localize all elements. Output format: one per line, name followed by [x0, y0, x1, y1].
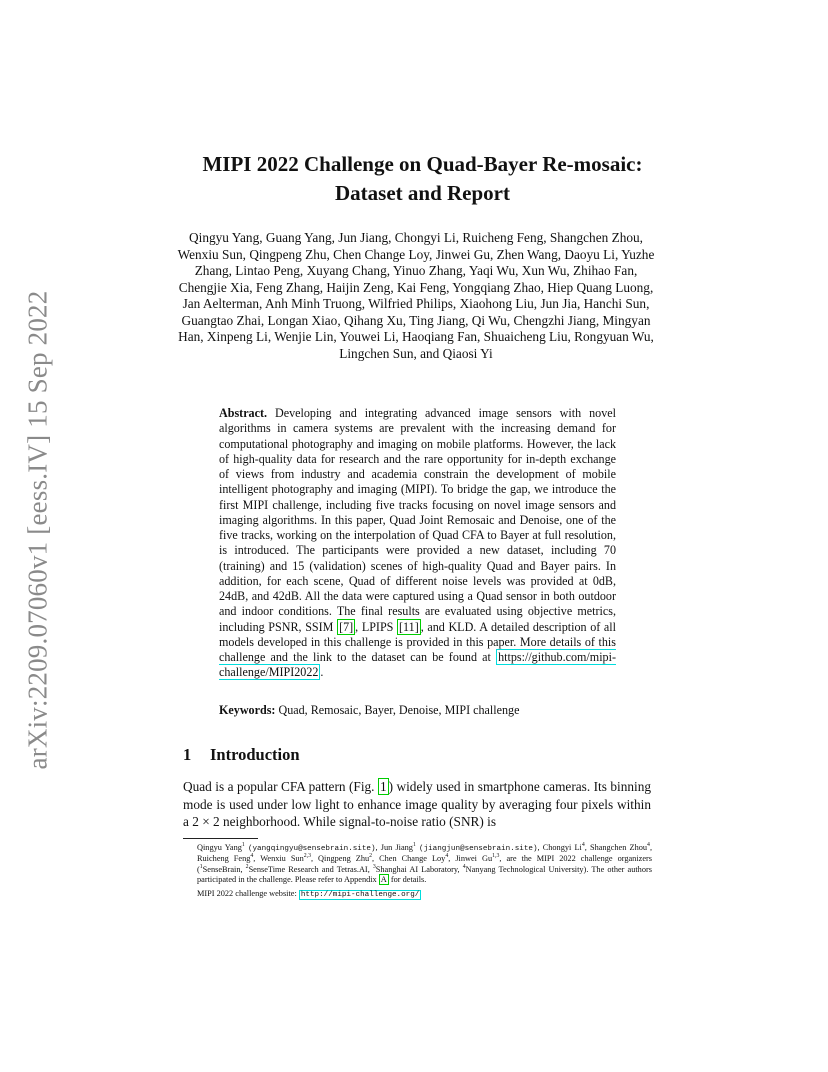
section-heading: [183, 745, 300, 765]
title-line-2: Dataset and Report: [335, 181, 510, 205]
author-list: Qingyu Yang, Guang Yang, Jun Jiang, Chongyi Li, Ruicheng Feng, Shangchen Zhou, Wenxiu Sun, Qingpeng Zhu, Chen Change Loy, Jinwei Gu, Zhen Wang, Daoyu Li, Yuzhe Zhang, Lintao Peng, Xuyang Chang, Yinuo Zhang, Yaqi Wu, Xun Wu, Zhihao Fan, Chengjie Xia, Feng Zhang, Haijin Zeng, Kai Feng, Yongqiang Zhao, Hiep Quang Luong, Jan Aelterman, Anh Minh Truong, Wilfried Philips, Xiaohong Liu, Jun Jia, Hanchi Sun, Guangtao Zhai, Longan Xiao, Qihang Xu, Ting Jiang, Qi Wu, Chengzhi Jiang, Mingyan Han, Xinpeng Li, Wenjie Lin, Youwei Li, Haoqiang Fan, Shuaicheng Liu, Rongyuan Wu, Lingchen Sun, and Qiaosi Yi: [177, 230, 655, 361]
abstract-text-c: , and KLD. A detailed description of all models developed in this challenge is provided in this paper. More details of this challenge and the link to the dataset can be found at: [219, 619, 616, 664]
intro-text-b: ) widely used in smartphone cameras. Its binning mode is used under low light to enhance image quality by averaging four pixels within a 2 × 2 neighborhood. While signal-to-noise ratio (SNR) is: [183, 779, 651, 829]
footnote: [197, 843, 652, 885]
fn-text: , Chen Change Loy: [372, 854, 446, 864]
fn-text: , Qingpeng Zhu: [310, 854, 370, 864]
fn-sup: 1: [241, 842, 245, 849]
fn-sup: 1: [199, 863, 203, 870]
fn-text: SenseBrain,: [202, 864, 246, 874]
fn-sup: 4: [445, 853, 449, 860]
fn-sup: 1: [412, 842, 416, 849]
fn-text: , Jinwei Gu: [448, 854, 493, 864]
paper-title: [160, 150, 685, 208]
abstract: [219, 406, 616, 681]
fn-text: , are the MIPI 2022 challenge organizers (: [197, 854, 652, 874]
website-label: MIPI 2022 challenge website:: [197, 889, 297, 898]
fn-text: Shanghai AI Laboratory,: [375, 864, 463, 874]
website-link[interactable]: http://mipi-challenge.org/: [300, 891, 420, 899]
abstract-text-d: .: [320, 665, 324, 680]
section-number: 1: [183, 745, 192, 764]
fn-sup: 4: [462, 863, 466, 870]
fn-sup: 4: [250, 853, 254, 860]
fn-text: , Chongyi Li: [537, 843, 582, 852]
title-line-1: MIPI 2022 Challenge on Quad-Bayer Re-mosaic:: [202, 152, 643, 176]
fn-text: for details.: [390, 874, 427, 884]
fn-text: , Jun Jiang: [375, 843, 413, 852]
fn-sup: 4: [581, 842, 585, 849]
fn-sup: 2,3: [303, 853, 311, 860]
figure-ref[interactable]: 1: [379, 779, 387, 794]
fn-text: SenseTime Research and Tetras.AI,: [248, 864, 373, 874]
citation-ref-11[interactable]: [11]: [399, 619, 419, 634]
fn-sup: 2: [245, 863, 249, 870]
fn-sup: 3: [372, 863, 376, 870]
arxiv-identifier: arXiv:2209.07060v1 [eess.IV] 15 Sep 2022: [22, 290, 53, 770]
keywords-text: Quad, Remosaic, Bayer, Denoise, MIPI challenge: [278, 703, 520, 717]
fn-sup: 2: [369, 853, 373, 860]
challenge-website-line: [197, 889, 652, 900]
fn-sup: 1,3: [492, 853, 500, 860]
fn-text: , Ruicheng Feng: [197, 843, 653, 864]
keywords: [219, 702, 639, 718]
intro-paragraph: [183, 778, 651, 831]
citation-ref-7[interactable]: [7]: [339, 619, 354, 634]
fn-text: Nanyang Technological University). The other authors participated in the challenge. Please refer to Appendix: [197, 864, 652, 884]
fn-text: , Shangchen Zhou: [584, 843, 648, 852]
footnote-divider: [183, 838, 258, 839]
abstract-label: Abstract.: [219, 406, 268, 420]
appendix-ref[interactable]: A: [380, 874, 387, 884]
intro-text-a: Quad is a popular CFA pattern (Fig.: [183, 779, 375, 794]
dataset-link[interactable]: https://github.com/mipi-challenge/MIPI2022: [219, 650, 616, 680]
section-title: Introduction: [210, 745, 300, 764]
fn-sup: 4: [647, 842, 650, 849]
fn-text: , Wenxiu Sun: [253, 854, 304, 864]
abstract-text-a: Developing and integrating advanced image sensors with novel algorithms in camera systems are prevalent with the increasing demand for computational photography and imaging on mobile platforms. However, the lack of high-quality data for research and the rare opportunity for in-depth exchange of views from industry and academia constrain the development of mobile intelligent photography and imaging (MIPI). To bridge the gap, we introduce the first MIPI challenge, including five tracks focusing on novel image sensors and imaging algorithms. In this paper, Quad Joint Remosaic and Denoise, one of the five tracks, working on the interpolation of Quad CFA to Bayer at full resolution, is introduced. The participants were provided a new dataset, including 70 (training) and 15 (validation) scenes of high-quality Quad and Bayer pairs. In addition, for each scene, Quad of different noise levels was provided at 0dB, 24dB, and 42dB. All the data were captured using a Quad sensor in both outdoor and indoor conditions. The final results are evaluated using objective metrics, including PSNR, SSIM: [219, 406, 616, 634]
arxiv-side-stamp: [20, 286, 56, 774]
keywords-label: Keywords:: [219, 703, 276, 717]
fn-email: (jiangjun@sensebrain.site): [419, 845, 538, 853]
fn-email: (yangqingyu@sensebrain.site): [247, 845, 376, 853]
abstract-text-b: , LPIPS: [355, 619, 394, 634]
fn-text: Qingyu Yang: [197, 843, 242, 852]
